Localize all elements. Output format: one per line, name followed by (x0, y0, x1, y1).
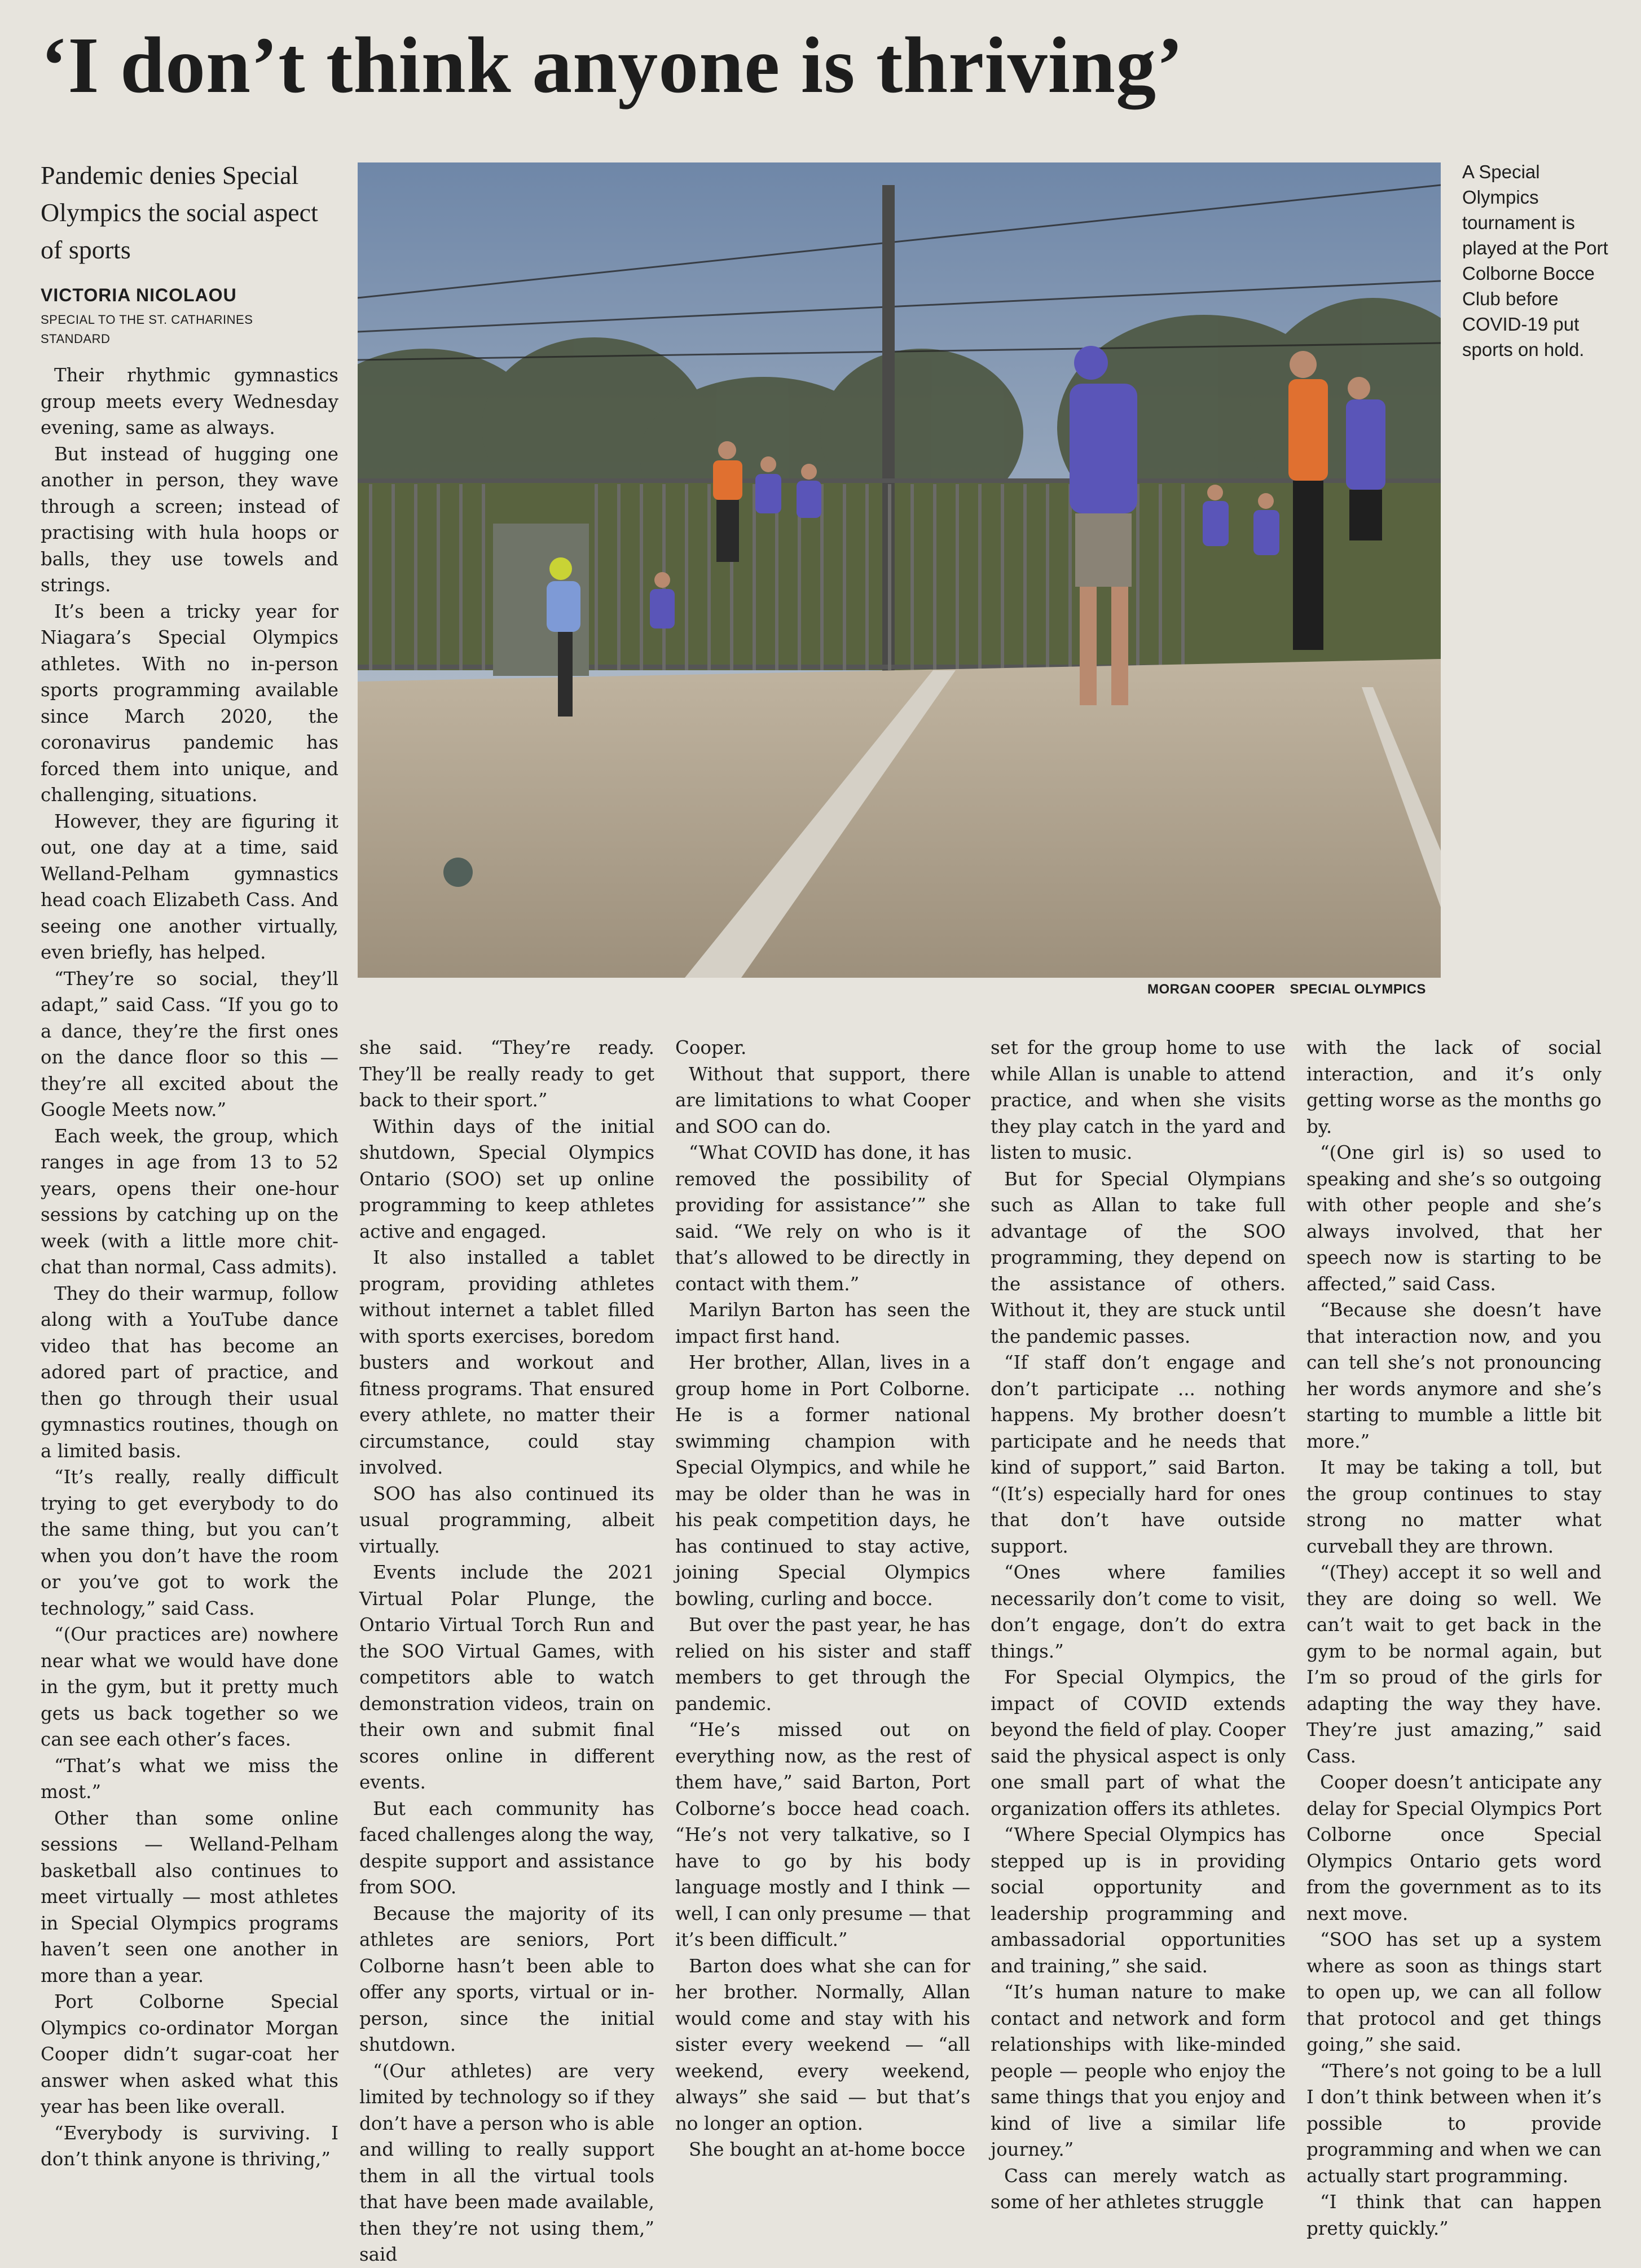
paragraph: “Ones where families necessarily don’t come to visit, don’t engage, don’t do extra things.” (991, 1562, 1286, 1662)
paragraph: However, they are figuring it out, one day at a time, said Welland-Pelham gymnastics head coach Elizabeth Cass. And seeing one another virtually, even briefly, has helped. (41, 810, 338, 963)
deck-subheadline: Pandemic denies Special Olympics the social aspect of sports (41, 161, 318, 264)
paragraph: “What COVID has done, it has removed the possibility of providing for assistance’” she said. “We rely on who is it that’s allowed to be directly in contact with them.” (675, 1142, 970, 1295)
paragraph: SOO has also continued its usual programming, albeit virtually. (359, 1483, 654, 1557)
paragraph: “I think that can happen pretty quickly.” (1306, 2191, 1602, 2239)
paragraph: It also installed a tablet program, providing athletes without internet a tablet filled with sports exercises, boredom busters and workout and fitness programs. That ensured every athlete, no matter their circumstance, could stay involved. (359, 1247, 654, 1478)
paragraph: Because the majority of its athletes are seniors, Port Colborne hasn’t been able to offer any sports, virtual or in-person, since the initial shutdown. (359, 1902, 654, 2055)
paragraph: But for Special Olympians such as Allan to take full advantage of the SOO programming, they depend on the assistance of others. Without it, they are stuck until the pandemic passes. (991, 1168, 1286, 1347)
paragraph: But instead of hugging one another in person, they wave through a screen; instead of practising with hula hoops or balls, they use towels and strings. (41, 443, 338, 596)
photo-credit-name: MORGAN COOPER (1147, 982, 1275, 997)
paragraph: “There’s not going to be a lull I don’t think between when it’s possible to provide programming and when we can actually start programming. (1306, 2060, 1602, 2187)
paragraph: Without that support, there are limitations to what Cooper and SOO can do. (675, 1063, 970, 1137)
paragraph: “Everybody is surviving. I don’t think anyone is thriving,” (41, 2122, 338, 2170)
photo-credit (1147, 982, 1426, 997)
paragraph: It may be taking a toll, but the group continues to stay strong no matter what curveball they are thrown. (1306, 1457, 1602, 1557)
bocce-photo-illustration (358, 162, 1441, 978)
paragraph: “SOO has set up a system where as soon as things start to open up, we can all follow that protocol and get things going,” she said. (1306, 1929, 1602, 2055)
paragraph: They do their warmup, follow along with a YouTube dance video that has become an adored part of practice, and then go through their usual gymnastics routines, though on a limited basis. (41, 1282, 338, 1462)
paragraph: “He’s missed out on everything now, as the rest of them have,” said Barton, Port Colborne’s bocce head coach. “He’s not very talkative, so I have to go by his body language mostly and I think — well, I can only presume — that it’s been difficult.” (675, 1719, 970, 1950)
paragraph: Within days of the initial shutdown, Special Olympics Ontario (SOO) set up online programming to keep athletes active and engaged. (359, 1115, 654, 1242)
paragraph: Marilyn Barton has seen the impact first hand. (675, 1299, 970, 1347)
paragraph: “If staff don’t engage and don’t participate ... nothing happens. My brother doesn’t participate and he needs that kind of support,” said Barton. “(It’s) especially hard for ones that don’t have outside support. (991, 1352, 1286, 1557)
bocce-photo (358, 162, 1441, 978)
paragraph: “Because she doesn’t have that interaction now, and you can tell she’s not pronouncing her words anymore and she’s starting to mumble a little bit more.” (1306, 1299, 1602, 1452)
paragraph: “That’s what we miss the most.” (41, 1755, 338, 1803)
paragraph: “Where Special Olympics has stepped up is in providing social opportunity and leadership programming and ambassadorial opportunities and training,” she said. (991, 1824, 1286, 1977)
paragraph: It’s been a tricky year for Niagara’s Special Olympics athletes. With no in-person sports programming available since March 2020, the coronavirus pandemic has forced them into unique, and challenging, situations. (41, 600, 338, 806)
paragraph: she said. “They’re ready. They’ll be really ready to get back to their sport.” (359, 1037, 654, 1111)
photo-credit-org: SPECIAL OLYMPICS (1290, 982, 1426, 997)
paragraph: Cooper. (675, 1037, 747, 1058)
byline-name: VICTORIA NICOLAOU (41, 285, 237, 305)
paragraph: Barton does what she can for her brother. Normally, Allan would come and stay with his sister every weekend — “all weekend, every weekend, always” she said — but that’s no longer an option. (675, 1955, 970, 2134)
paragraph: “It’s really, really difficult trying to get everybody to do the same thing, but you can’t when you don’t have the room or you’ve got to work the technology,” said Cass. (41, 1466, 338, 1619)
paragraph: Their rhythmic gymnastics group meets every Wednesday evening, same as always. (41, 364, 338, 438)
article-column-3 (675, 1035, 970, 2163)
paragraph: “They’re so social, they’ll adapt,” said Cass. “If you go to a dance, they’re the first ones on the dance floor so this — they’re all excited about the Google Meets now.” (41, 968, 338, 1120)
paragraph: For Special Olympics, the impact of COVID extends beyond the field of play. Cooper said the physical aspect is only one small part of what the organization offers its athletes. (991, 1667, 1286, 1819)
article-column-5 (1306, 1035, 1602, 2241)
paragraph: with the lack of social interaction, and it’s only getting worse as the months go by. (1306, 1037, 1602, 1137)
paragraph: set for the group home to use while Allan is unable to attend practice, and when she visits they play catch in the yard and listen to music. (991, 1037, 1286, 1163)
paragraph: “(They) accept it so well and they are doing so well. We can’t wait to get back in the gym to be normal again, but I’m so proud of the girls for adapting the way they have. They’re just amazing,” said Cass. (1306, 1562, 1602, 1767)
byline-affiliation: SPECIAL TO THE ST. CATHARINES STANDARD (41, 313, 253, 346)
article-column-2 (359, 1035, 654, 2268)
paragraph: “It’s human nature to make contact and network and form relationships with like-minded people — people who enjoy the same things that you enjoy and kind of live a similar life journey.” (991, 1981, 1286, 2160)
paragraph: But over the past year, he has relied on his sister and staff members to get through the pandemic. (675, 1614, 970, 1715)
paragraph: “(Our athletes) are very limited by technology so if they don’t have a person who is able and willing to really support them in all the virtual tools that have been made available, then they’re not using them,” said (359, 2060, 654, 2265)
photo-caption: A Special Olympics tournament is played at the Port Colborne Bocce Club before COVID-19 put sports on hold. (1462, 161, 1608, 360)
article-column-4 (991, 1035, 1286, 2216)
paragraph: She bought an at-home bocce (689, 2139, 966, 2160)
paragraph: “(Our practices are) nowhere near what we would have done in the gym, but it pretty much gets us back together so we can see each other’s faces. (41, 1624, 338, 1750)
paragraph: “(One girl is) so used to speaking and she’s so outgoing with other people and she’s always involved, that her speech now is starting to be affected,” said Cass. (1306, 1142, 1602, 1295)
paragraph: Events include the 2021 Virtual Polar Plunge, the Ontario Virtual Torch Run and the SOO Virtual Games, with competitors able to watch demonstration videos, train on their own and submit final scores online in different events. (359, 1562, 654, 1793)
paragraph: Each week, the group, which ranges in age from 13 to 52 years, opens their one-hour sessions by catching up on the week (with a little more chit-chat than normal, Cass admits). (41, 1125, 338, 1278)
paragraph: Her brother, Allan, lives in a group home in Port Colborne. He is a former national swimming champion with Special Olympics, and while he may be older than he was in his peak competition days, he has continued to stay active, joining Special Olympics bowling, curling and bocce. (675, 1352, 970, 1610)
paragraph: But each community has faced challenges along the way, despite support and assistance from SOO. (359, 1797, 655, 1898)
paragraph: Port Colborne Special Olympics co-ordinator Morgan Cooper didn’t sugar-coat her answer when asked what this year has been like overall. (41, 1991, 338, 2117)
paragraph: Cass can merely watch as some of her athletes struggle (991, 2165, 1286, 2213)
paragraph: Other than some online sessions — Welland-Pelham basketball also continues to meet virtually — most athletes in Special Olympics programs haven’t seen one another in more than a year. (41, 1807, 338, 1986)
headline: ‘I don’t think anyone is thriving’ (41, 20, 1184, 109)
paragraph: Cooper doesn’t anticipate any delay for Special Olympics Port Colborne once Special Olympics Ontario gets word from the government as to its next move. (1306, 1772, 1602, 1924)
article-column-1 (41, 362, 338, 2173)
